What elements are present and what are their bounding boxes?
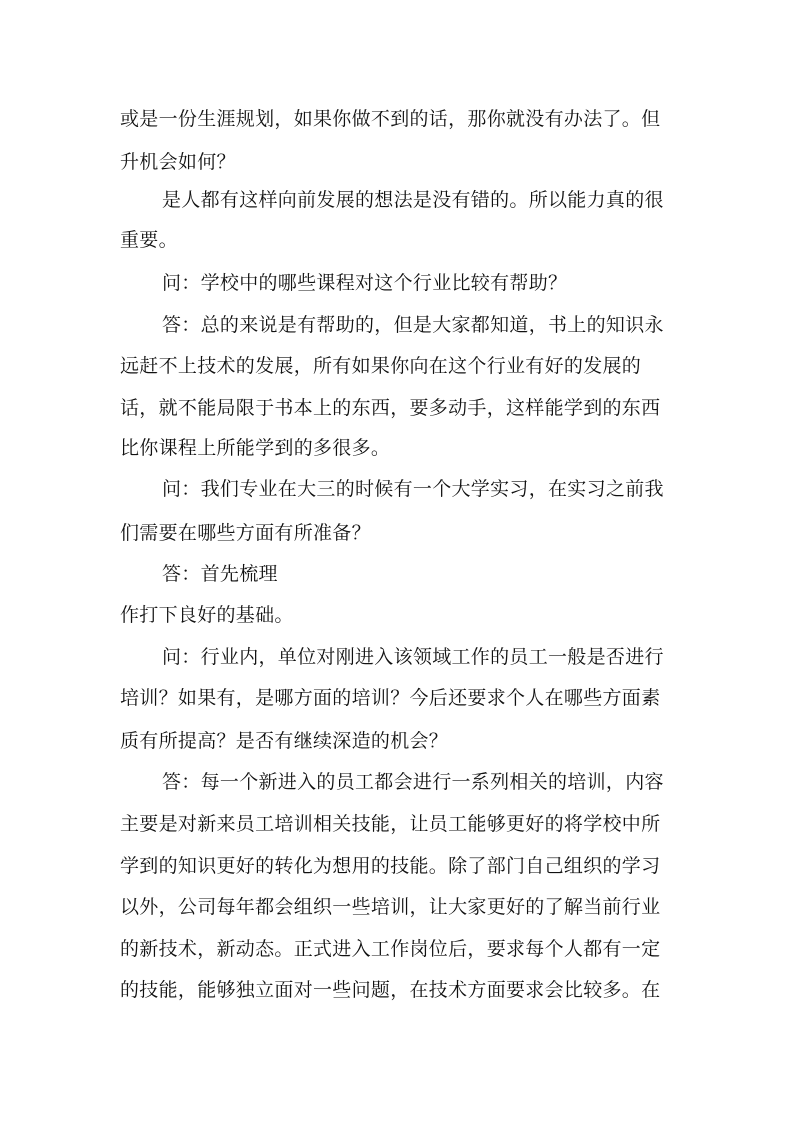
text-line: 是人都有这样向前发展的想法是没有错的。所以能力真的很 xyxy=(162,189,664,211)
text-line: 话，就不能局限于书本上的东西，要多动手，这样能学到的东西 xyxy=(120,397,661,419)
text-line: 或是一份生涯规划，如果你做不到的话，那你就没有办法了。但 xyxy=(120,108,661,130)
text-line: 答：总的来说是有帮助的，但是大家都知道，书上的知识永 xyxy=(162,314,664,336)
text-line: 质有所提高？是否有继续深造的机会？ xyxy=(120,730,449,752)
text-line: 问：我们专业在大三的时候有一个大学实习，在实习之前我 xyxy=(162,478,664,500)
text-line: 升机会如何？ xyxy=(120,151,236,173)
text-line: 的新技术，新动态。正式进入工作岗位后，要求每个人都有一定 xyxy=(120,938,661,960)
text-line: 重要。 xyxy=(120,229,178,251)
text-line: 以外，公司每年都会组织一些培训，让大家更好的了解当前行业 xyxy=(120,896,661,918)
text-line: 作打下良好的基础。 xyxy=(120,604,294,626)
text-line: 远赶不上技术的发展，所有如果你向在这个行业有好的发展的 xyxy=(120,355,642,377)
text-line: 的技能，能够独立面对一些问题，在技术方面要求会比较多。在 xyxy=(120,979,661,1001)
text-line: 比你课程上所能学到的多很多。 xyxy=(120,437,391,459)
text-line: 答：首先梳理 xyxy=(162,563,278,585)
text-line: 们需要在哪些方面有所准备？ xyxy=(120,522,371,544)
text-line: 答：每一个新进入的员工都会进行一系列相关的培训，内容 xyxy=(162,771,664,793)
text-line: 问：学校中的哪些课程对这个行业比较有帮助？ xyxy=(162,272,568,294)
text-line: 培训？如果有，是哪方面的培训？今后还要求个人在哪些方面素 xyxy=(120,687,661,709)
text-line: 主要是对新来员工培训相关技能，让员工能够更好的将学校中所 xyxy=(120,813,661,835)
text-line: 问：行业内，单位对刚进入该领域工作的员工一般是否进行 xyxy=(162,646,664,668)
text-line: 学到的知识更好的转化为想用的技能。除了部门自己组织的学习 xyxy=(120,855,661,877)
